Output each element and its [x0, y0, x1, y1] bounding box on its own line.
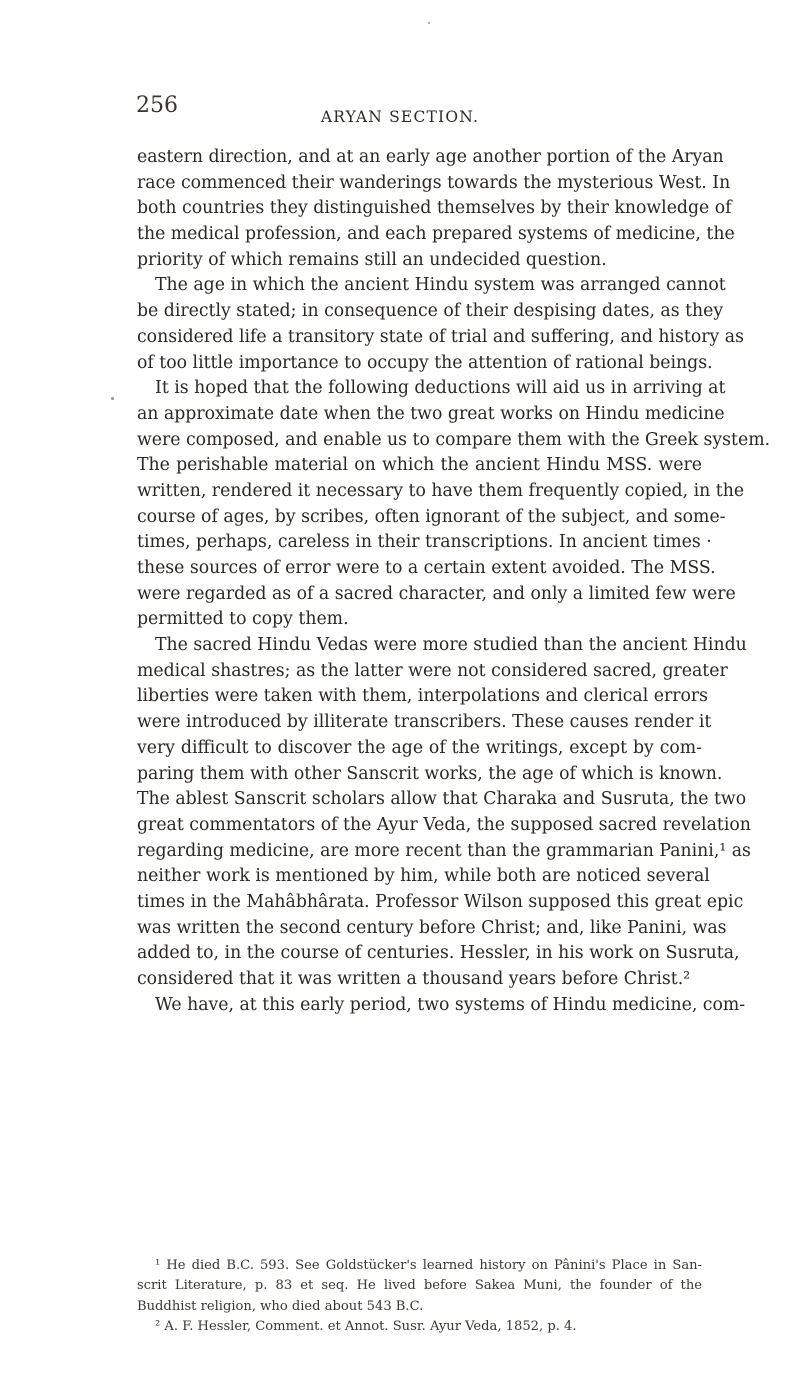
text-line: The perishable material on which the ancient Hindu MSS. were — [137, 455, 702, 476]
footnote-line: scrit Literature, p. 83 et seq. He lived before Sakea Muni, the founder of the — [137, 1278, 702, 1294]
text-line: neither work is mentioned by him, while both are noticed several — [137, 866, 710, 887]
text-line: were composed, and enable us to compare them with the Greek system. — [137, 429, 771, 450]
text-line: of too little importance to occupy the attention of rational beings. — [137, 352, 713, 373]
running-head: ARYAN SECTION. — [320, 108, 480, 126]
text-line: the medical profession, and each prepared systems of medicine, the — [137, 224, 735, 245]
text-line: The sacred Hindu Vedas were more studied than the ancient Hindu — [155, 635, 747, 656]
text-line: course of ages, by scribes, often ignorant of the subject, and some- — [137, 506, 726, 527]
footnote-line: ² A. F. Hessler, Comment. et Annot. Susr. Ayur Veda, 1852, p. 4. — [155, 1319, 577, 1335]
text-line: eastern direction, and at an early age another portion of the Aryan — [137, 147, 724, 167]
paper-speck — [428, 22, 430, 24]
text-line: were regarded as of a sacred character, and only a limited few were — [137, 583, 736, 604]
text-line: times, perhaps, careless in their transcriptions. In ancient times · — [137, 532, 712, 553]
text-line: It is hoped that the following deductions will aid us in arriving at — [155, 378, 726, 399]
text-line: added to, in the course of centuries. Hessler, in his work on Susruta, — [137, 943, 740, 964]
text-line: The age in which the ancient Hindu system was arranged cannot — [155, 275, 726, 296]
text-line: liberties were taken with them, interpolations and clerical errors — [137, 686, 709, 707]
text-line: was written the second century before Christ; and, like Panini, was — [137, 917, 727, 938]
text-line: both countries they distinguished themselves by their knowledge of — [137, 198, 732, 219]
text-line: We have, at this early period, two systems of Hindu medicine, com- — [155, 994, 746, 1015]
text-line: race commenced their wanderings towards the mysterious West. In — [137, 172, 731, 193]
text-line: The ablest Sanscrit scholars allow that Charaka and Susruta, the two — [137, 789, 747, 810]
paper-speck — [111, 397, 114, 400]
page-number: 256 — [136, 93, 178, 118]
text-line: permitted to copy them. — [137, 609, 349, 630]
text-line: an approximate date when the two great works on Hindu medicine — [137, 403, 725, 424]
text-line: were introduced by illiterate transcribers. These causes render it — [137, 712, 712, 733]
text-line: paring them with other Sanscrit works, the age of which is known. — [137, 763, 723, 784]
text-line: priority of which remains still an undecided question. — [137, 249, 607, 270]
text-line: very difficult to discover the age of the writings, except by com- — [137, 737, 702, 758]
text-line: times in the Mahâbhârata. Professor Wilson supposed this great epic — [137, 891, 744, 912]
text-line: considered life a transitory state of trial and suffering, and history as — [137, 326, 744, 347]
footnote-line: ¹ He died B.C. 593. See Goldstücker's learned history on Pânini's Place in San- — [155, 1258, 702, 1273]
text-line: great commentators of the Ayur Veda, the supposed sacred revelation — [137, 814, 751, 835]
text-line: be directly stated; in consequence of their despising dates, as they — [137, 301, 724, 322]
text-line: written, rendered it necessary to have them frequently copied, in the — [137, 480, 745, 501]
text-line: considered that it was written a thousand years before Christ.² — [137, 969, 691, 989]
body-text — [137, 145, 771, 1018]
text-line: regarding medicine, are more recent than the grammarian Panini,¹ as — [137, 840, 751, 861]
footnotes — [137, 1256, 702, 1338]
text-line: these sources of error were to a certain extent avoided. The MSS. — [137, 558, 716, 578]
text-line: medical shastres; as the latter were not considered sacred, greater — [137, 660, 728, 681]
footnote-line: Buddhist religion, who died about 543 B.C. — [137, 1298, 424, 1314]
